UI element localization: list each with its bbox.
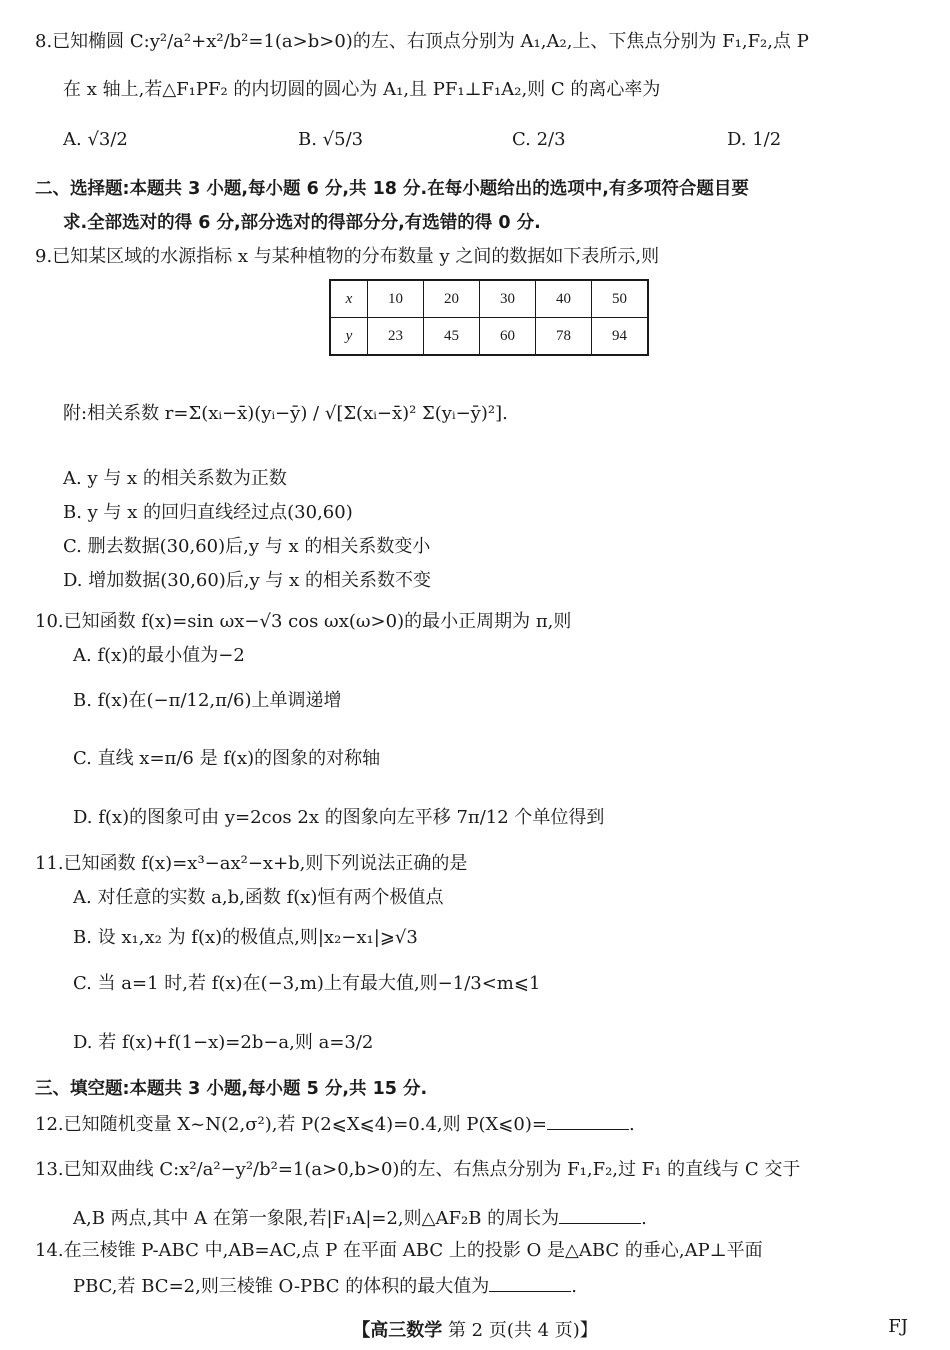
q10-stem: 10.已知函数 f(x)=sin ωx−√3 cos ωx(ω>0)的最小正周期为 π,则 [35,611,572,632]
q9-option-a: A. y 与 x 的相关系数为正数 [63,468,287,489]
answer-blank[interactable] [489,1273,571,1292]
q11-option-c: C. 当 a=1 时,若 f(x)在(−3,m)上有最大值,则−1/3<m⩽1 [73,973,541,994]
table-cell: x [330,280,368,318]
q9-formula: 附:相关系数 r=Σ(xᵢ−x̄)(yᵢ−ȳ) / √[Σ(xᵢ−x̄)² Σ(yᵢ−ȳ)²]. [63,403,508,424]
q8-option-c: C. 2/3 [512,129,566,150]
q8-line2: 在 x 轴上,若△F₁PF₂ 的内切圆的圆心为 A₁,且 PF₁⊥F₁A₂,则 C 的离心率为 [63,79,661,100]
q8-option-b: B. √5/3 [298,129,364,150]
footer-page: 第 2 页(共 4 页)】 [447,1320,598,1341]
q14-line2: PBC,若 BC=2,则三棱锥 O-PBC 的体积的最大值为 [73,1276,490,1297]
q9-stem: 9.已知某区域的水源指标 x 与某种植物的分布数量 y 之间的数据如下表所示,则 [35,246,660,267]
table-cell: 30 [480,280,536,318]
page-footer [0,1316,950,1342]
q11-option-d: D. 若 f(x)+f(1−x)=2b−a,则 a=3/2 [73,1032,374,1053]
q14-line1: 14.在三棱锥 P-ABC 中,AB=AC,点 P 在平面 ABC 上的投影 O 是△ABC 的垂心,AP⊥平面 [35,1240,763,1261]
answer-blank[interactable] [559,1205,641,1224]
table-cell: 20 [424,280,480,318]
section3-title: 三、填空题:本题共 3 小题,每小题 5 分,共 15 分. [35,1079,428,1099]
q9-data-table [329,279,649,356]
table-row [330,280,648,318]
q12-line: 12.已知随机变量 X~N(2,σ²),若 P(2⩽X⩽4)=0.4,则 P(X⩽0)= . [35,1111,635,1137]
table-cell: y [330,318,368,356]
table-row [330,318,648,356]
q13-line2-wrap: A,B 两点,其中 A 在第一象限,若|F₁A|=2,则△AF₂B 的周长为 . [73,1205,647,1231]
answer-blank[interactable] [547,1111,629,1130]
q11-stem: 11.已知函数 f(x)=x³−ax²−x+b,则下列说法正确的是 [35,853,468,874]
q12-stem: 12.已知随机变量 X~N(2,σ²),若 P(2⩽X⩽4)=0.4,则 P(X⩽0)= [35,1114,547,1135]
section2-line1: 二、选择题:本题共 3 小题,每小题 6 分,共 18 分.在每小题给出的选项中,有多项符合题目要 [35,179,749,199]
q14-line2-wrap: PBC,若 BC=2,则三棱锥 O-PBC 的体积的最大值为 . [73,1273,577,1299]
q10-option-c: C. 直线 x=π/6 是 f(x)的图象的对称轴 [73,748,381,769]
q11-option-b: B. 设 x₁,x₂ 为 f(x)的极值点,则|x₂−x₁|⩾√3 [73,927,418,948]
q8-line1: 8.已知椭圆 C:y²/a²+x²/b²=1(a>b>0)的左、右顶点分别为 A₁,A₂,上、下焦点分别为 F₁,F₂,点 P [35,31,809,52]
q8-option-d: D. 1/2 [727,129,782,150]
q11-option-a: A. 对任意的实数 a,b,函数 f(x)恒有两个极值点 [73,887,444,908]
table-cell: 50 [592,280,649,318]
section2-line2: 求.全部选对的得 6 分,部分选对的得部分分,有选错的得 0 分. [63,213,541,233]
q9-option-d: D. 增加数据(30,60)后,y 与 x 的相关系数不变 [63,570,432,591]
table-cell: 45 [424,318,480,356]
table-cell: 60 [480,318,536,356]
q9-option-b: B. y 与 x 的回归直线经过点(30,60) [63,502,353,523]
table-cell: 23 [368,318,424,356]
q13-line1: 13.已知双曲线 C:x²/a²−y²/b²=1(a>0,b>0)的左、右焦点分别为 F₁,F₂,过 F₁ 的直线与 C 交于 [35,1159,801,1180]
q13-line2: A,B 两点,其中 A 在第一象限,若|F₁A|=2,则△AF₂B 的周长为 [73,1208,560,1229]
q8-option-a: A. √3/2 [63,129,128,150]
q10-option-b: B. f(x)在(−π/12,π/6)上单调递增 [73,690,342,711]
table-cell: 94 [592,318,649,356]
table-cell: 40 [536,280,592,318]
q10-option-d: D. f(x)的图象可由 y=2cos 2x 的图象向左平移 7π/12 个单位得到 [73,807,605,828]
footer-code: FJ [888,1316,908,1337]
q10-option-a: A. f(x)的最小值为−2 [73,645,245,666]
table-cell: 10 [368,280,424,318]
q9-option-c: C. 删去数据(30,60)后,y 与 x 的相关系数变小 [63,536,431,557]
footer-subject: 【高三数学 [352,1320,443,1341]
table-cell: 78 [536,318,592,356]
